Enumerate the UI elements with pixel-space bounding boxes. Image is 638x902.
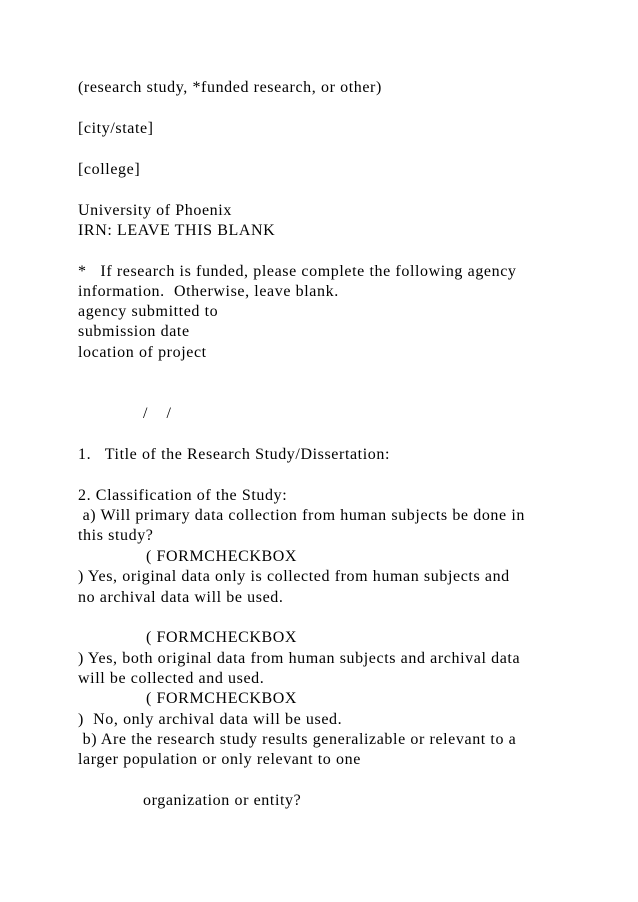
option-3-line: ) No, only archival data will be used.: [78, 711, 343, 728]
question-2a-line-2: this study?: [78, 527, 154, 544]
question-2b-line-3: organization or entity?: [143, 792, 302, 809]
option-1-line-1: ) Yes, original data only is collected from human subjects and: [78, 568, 510, 585]
date-slashes: / /: [143, 405, 172, 422]
agency-submitted-label: agency submitted to: [78, 303, 219, 320]
funded-note-line-1: * If research is funded, please complete the following agency: [78, 263, 517, 280]
funded-note-line-2: information. Otherwise, leave blank.: [78, 283, 339, 300]
irn-line: IRN: LEAVE THIS BLANK: [78, 222, 276, 239]
submission-date-label: submission date: [78, 323, 190, 340]
form-checkbox-2[interactable]: ( FORMCHECKBOX: [146, 629, 298, 646]
form-checkbox-3[interactable]: ( FORMCHECKBOX: [146, 690, 298, 707]
question-2b-line-1: b) Are the research study results generalizable or relevant to a: [78, 731, 517, 748]
question-2-heading: 2. Classification of the Study:: [78, 487, 288, 504]
college-placeholder: [college]: [78, 161, 141, 178]
option-2-line-2: will be collected and used.: [78, 670, 265, 687]
question-2a-line-1: a) Will primary data collection from human subjects be done in: [78, 507, 525, 524]
city-state-placeholder: [city/state]: [78, 120, 154, 137]
question-2b-line-2: larger population or only relevant to one: [78, 751, 361, 768]
university-name: University of Phoenix: [78, 202, 232, 219]
study-type-line: (research study, *funded research, or other): [78, 79, 382, 96]
option-2-line-1: ) Yes, both original data from human subjects and archival data: [78, 650, 521, 667]
option-1-line-2: no archival data will be used.: [78, 589, 284, 606]
location-of-project-label: location of project: [78, 344, 207, 361]
form-checkbox-1[interactable]: ( FORMCHECKBOX: [146, 548, 298, 565]
question-1-title: 1. Title of the Research Study/Dissertation:: [78, 446, 391, 463]
